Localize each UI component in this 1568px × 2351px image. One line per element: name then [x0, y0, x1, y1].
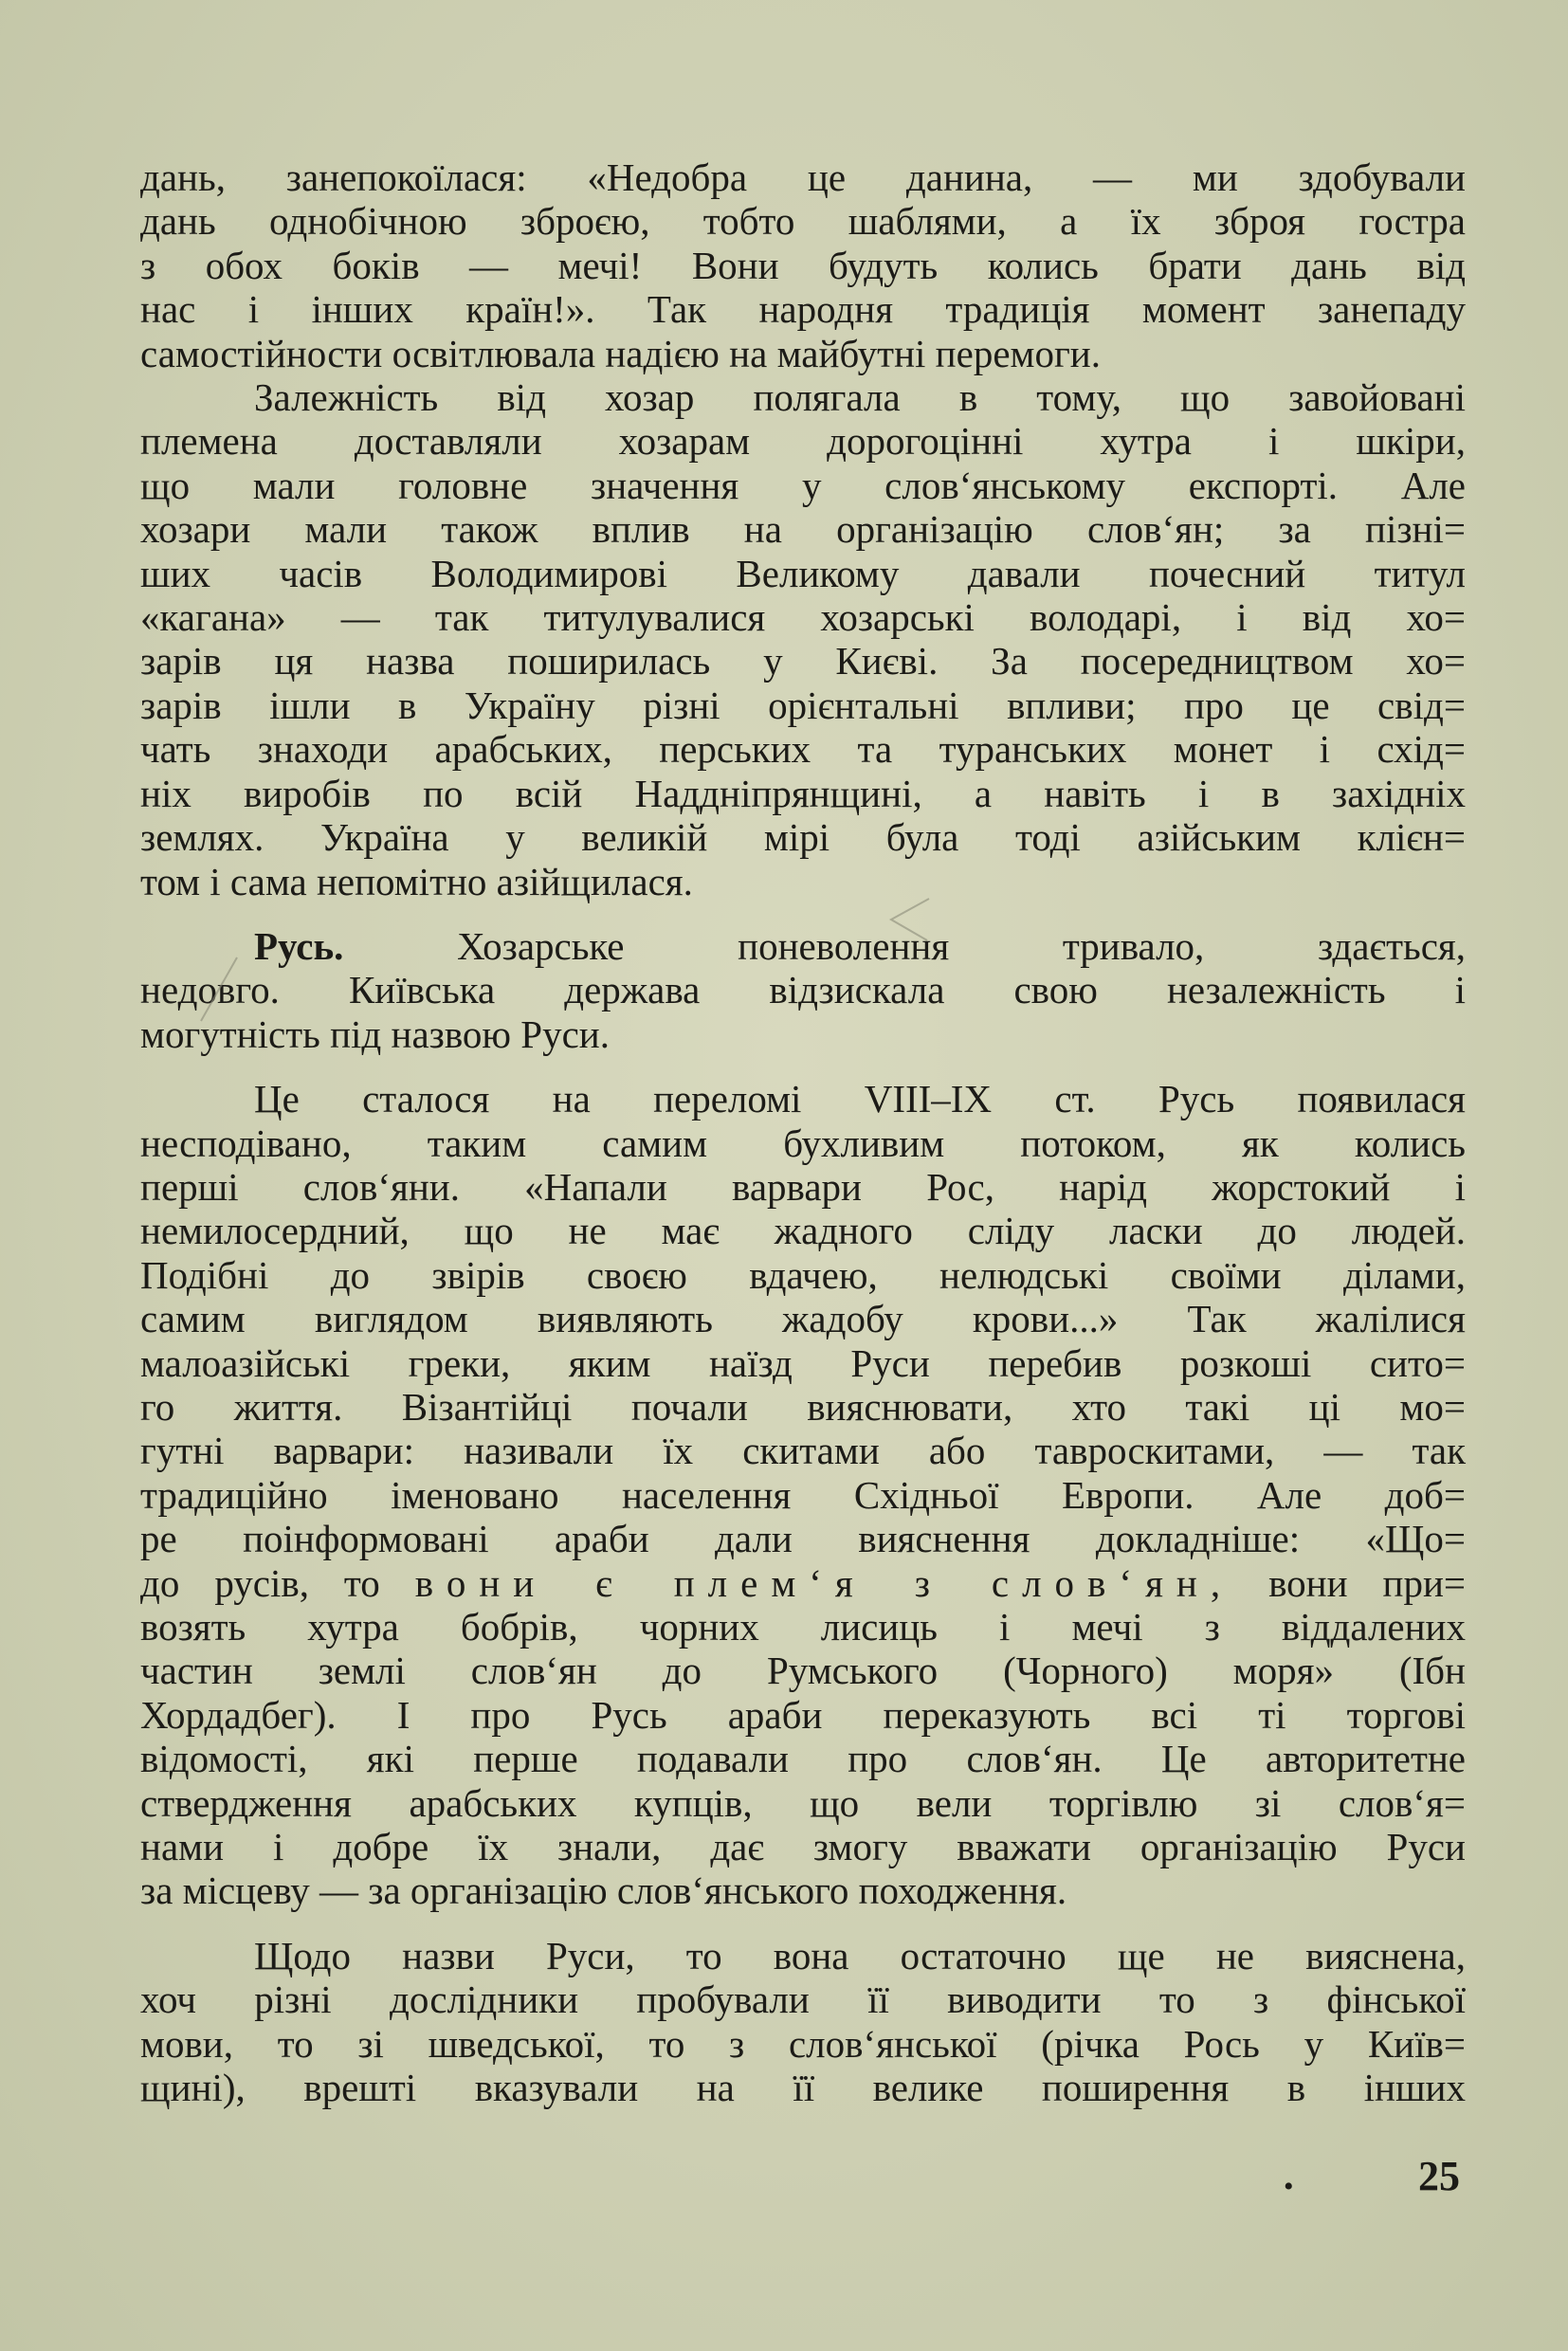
- text-line: хозари мали також вплив на організацію слов‘ян; за пізні=: [140, 507, 1466, 552]
- text-line: мови, то зі шведської, то з слов‘янської (річка Рось у Київ=: [140, 2021, 1466, 2066]
- text-line: за місцеву — за організацію слов‘янського походження.: [140, 1868, 1067, 1913]
- text-line: щині), врешті вказували на її велике поширення в інших: [140, 2066, 1466, 2110]
- text-line: Це сталося на переломі VIII–IX ст. Русь появилася: [254, 1077, 1466, 1121]
- text-line: з обох боків — мечі! Вони будуть колись брати дань від: [140, 243, 1466, 287]
- text-line: частин землі слов‘ян до Румського (Чорного) моря» (Ібн: [140, 1649, 1466, 1693]
- section-heading: Русь.: [254, 923, 344, 968]
- text-line: могутність під назвою Руси.: [140, 1011, 611, 1056]
- text-line: [140, 924, 1466, 968]
- text-run: вони при=: [1233, 1560, 1467, 1605]
- text-line: самим виглядом виявляють жадобу крови...» Так жалілися: [140, 1297, 1466, 1341]
- text-line: ніх виробів по всій Наддніпрянщині, а навіть і в західніх: [140, 771, 1466, 815]
- text-line: племена доставляли хозарам дорогоцінні хутра і шкіри,: [140, 419, 1466, 464]
- ink-dot-icon: •: [1284, 2171, 1294, 2202]
- text-line: ре поінформовані араби дали вияснення докладніше: «Що=: [140, 1517, 1466, 1561]
- text-line: зарів ішли в Україну різні орієнтальні впливи; про це свід=: [140, 683, 1466, 727]
- text-line: Щодо назви Руси, то вона остаточно ще не вияснена,: [254, 1933, 1466, 1977]
- text-line: том і сама непомітно азійщилася.: [140, 859, 693, 903]
- text-line: малоазійські греки, яким наїзд Руси перебив розкоші сито=: [140, 1340, 1466, 1385]
- text-run: до русів, то: [140, 1560, 415, 1605]
- body-text: [140, 155, 1466, 2109]
- text-line: [140, 1561, 1466, 1605]
- text-line: ших часів Володимирові Великому давали почесний титул: [140, 551, 1466, 595]
- text-line: го життя. Візантійці почали вияснювати, хто такі ці мо=: [140, 1384, 1466, 1429]
- text-run: Хозарське поневолення тривало, здається,: [457, 923, 1466, 968]
- text-line: ствердження арабських купців, що вели торгівлю зі слов‘я=: [140, 1780, 1466, 1825]
- text-line: нами і добре їх знали, дає змогу вважати організацію Руси: [140, 1825, 1466, 1869]
- text-line: традиційно іменовано населення Східньої Европи. Але доб=: [140, 1472, 1466, 1517]
- text-line: Подібні до звірів своєю вдачею, нелюдські своїми ділами,: [140, 1252, 1466, 1297]
- text-line: самостійности освітлювала надією на майбутні перемоги.: [140, 331, 1101, 375]
- text-line: дань однобічною зброєю, тобто шаблями, а їх зброя гостра: [140, 199, 1466, 244]
- text-line: що мали головне значення у слов‘янському експорті. Але: [140, 463, 1466, 507]
- text-line: землях. Україна у великій мірі була тоді азійським клієн=: [140, 815, 1466, 860]
- text-line: Залежність від хозар полягала в тому, що завойовані: [254, 375, 1466, 420]
- page-number: 25: [1418, 2153, 1460, 2199]
- text-line: перші слов‘яни. «Напали варвари Рос, нарід жорстокий і: [140, 1164, 1466, 1209]
- text-line: гутні варвари: називали їх скитами або тавроскитами, — так: [140, 1429, 1466, 1473]
- text-line: дань, занепокоїлася: «Недобра це данина, — ми здобували: [140, 155, 1466, 199]
- text-line: хоч різні дослідники пробували її виводити то з фінської: [140, 1977, 1466, 2022]
- text-line: відомості, які перше подавали про слов‘ян. Це авторитетне: [140, 1737, 1466, 1781]
- text-line: несподівано, таким самим бухливим потоком, як колись: [140, 1121, 1466, 1165]
- spaced-emphasis: вони є плем‘я з слов‘ян,: [414, 1560, 1234, 1605]
- text-line: чать знаходи арабських, перських та туранських монет і схід=: [140, 727, 1466, 772]
- text-line: Хордадбег). І про Русь араби переказують всі ті торгові: [140, 1692, 1466, 1737]
- text-line: «кагана» — так титулувалися хозарські володарі, і від хо=: [140, 595, 1466, 640]
- text-line: нас і інших країн!». Так народня традиція момент занепаду: [140, 287, 1466, 332]
- text-line: возять хутра бобрів, чорних лисиць і мечі з віддалених: [140, 1605, 1466, 1649]
- text-line: немилосердний, що не має жадного сліду ласки до людей.: [140, 1209, 1466, 1253]
- text-line: зарів ця назва поширилась у Києві. За посередництвом хо=: [140, 639, 1466, 683]
- text-line: недовго. Київська держава відзискала свою незалежність і: [140, 968, 1466, 1012]
